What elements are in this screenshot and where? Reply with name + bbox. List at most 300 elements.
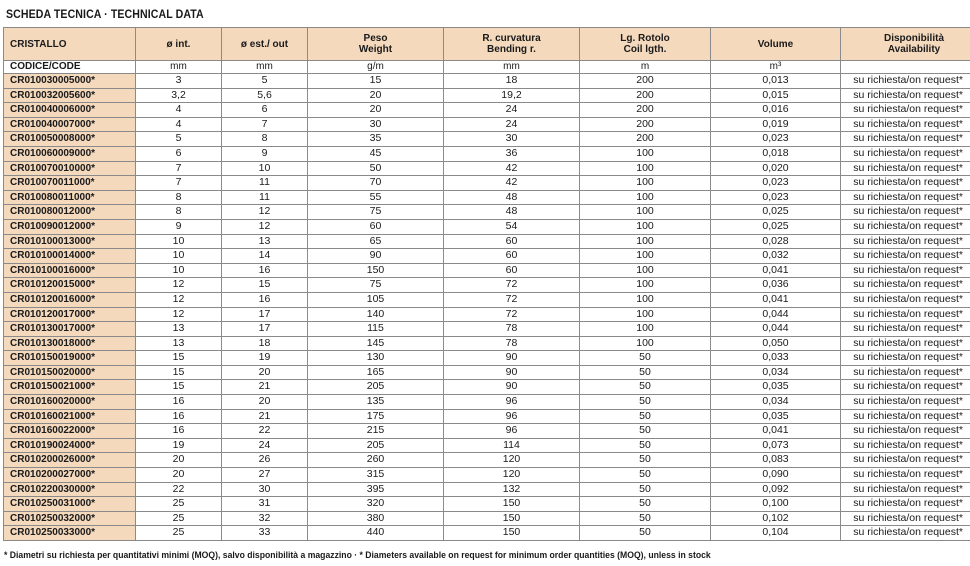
cell-bending-radius: 60: [444, 263, 580, 278]
cell-weight: 35: [308, 132, 444, 147]
table-row: [4, 292, 970, 307]
cell-weight: 60: [308, 219, 444, 234]
cell-outer-diameter: 12: [222, 205, 308, 220]
cell-availability: su richiesta/on request*: [841, 468, 970, 483]
cell-bending-radius: 114: [444, 438, 580, 453]
cell-availability: su richiesta/on request*: [841, 205, 970, 220]
unit-volume: m³: [711, 61, 841, 74]
table-row: [4, 409, 970, 424]
cell-availability: su richiesta/on request*: [841, 365, 970, 380]
cell-outer-diameter: 27: [222, 468, 308, 483]
cell-availability: su richiesta/on request*: [841, 511, 970, 526]
cell-coil-length: 50: [580, 438, 711, 453]
cell-code: CR010150020000*: [4, 365, 136, 380]
cell-coil-length: 100: [580, 176, 711, 191]
cell-availability: su richiesta/on request*: [841, 132, 970, 147]
cell-availability: su richiesta/on request*: [841, 482, 970, 497]
footnote: * Diametri su richiesta per quantitativi minimi (MOQ), salvo disponibilità a magazzino · * Diameters available on request for minimum order quantities (MOQ), unless in stock: [4, 550, 711, 561]
cell-code: CR010120017000*: [4, 307, 136, 322]
cell-coil-length: 100: [580, 322, 711, 337]
cell-inner-diameter: 12: [136, 307, 222, 322]
cell-coil-length: 100: [580, 219, 711, 234]
cell-code: CR010130017000*: [4, 322, 136, 337]
cell-code: CR010040007000*: [4, 117, 136, 132]
table-row: [4, 146, 970, 161]
unit-bending: mm: [444, 61, 580, 74]
header-inner-diameter: ø int.: [136, 28, 222, 61]
cell-inner-diameter: 3: [136, 74, 222, 89]
table-row: [4, 234, 970, 249]
table-row: [4, 453, 970, 468]
cell-outer-diameter: 5: [222, 74, 308, 89]
cell-code: CR010100016000*: [4, 263, 136, 278]
cell-weight: 260: [308, 453, 444, 468]
cell-volume: 0,041: [711, 424, 841, 439]
cell-inner-diameter: 8: [136, 190, 222, 205]
cell-volume: 0,044: [711, 307, 841, 322]
cell-inner-diameter: 20: [136, 468, 222, 483]
cell-weight: 145: [308, 336, 444, 351]
cell-volume: 0,083: [711, 453, 841, 468]
cell-inner-diameter: 9: [136, 219, 222, 234]
cell-volume: 0,033: [711, 351, 841, 366]
cell-outer-diameter: 30: [222, 482, 308, 497]
cell-weight: 30: [308, 117, 444, 132]
cell-outer-diameter: 13: [222, 234, 308, 249]
cell-weight: 75: [308, 205, 444, 220]
cell-inner-diameter: 6: [136, 146, 222, 161]
cell-bending-radius: 132: [444, 482, 580, 497]
table-row: [4, 88, 970, 103]
cell-bending-radius: 30: [444, 132, 580, 147]
cell-inner-diameter: 4: [136, 103, 222, 118]
cell-weight: 75: [308, 278, 444, 293]
cell-weight: 175: [308, 409, 444, 424]
cell-code: CR010250032000*: [4, 511, 136, 526]
table-row: [4, 190, 970, 205]
table-row: [4, 74, 970, 89]
cell-volume: 0,100: [711, 497, 841, 512]
cell-outer-diameter: 7: [222, 117, 308, 132]
cell-outer-diameter: 20: [222, 395, 308, 410]
cell-bending-radius: 36: [444, 146, 580, 161]
table-row: [4, 482, 970, 497]
table-row: [4, 322, 970, 337]
cell-weight: 150: [308, 263, 444, 278]
cell-availability: su richiesta/on request*: [841, 249, 970, 264]
cell-coil-length: 200: [580, 88, 711, 103]
cell-weight: 315: [308, 468, 444, 483]
cell-availability: su richiesta/on request*: [841, 497, 970, 512]
cell-code: CR010250033000*: [4, 526, 136, 541]
cell-coil-length: 50: [580, 380, 711, 395]
cell-coil-length: 200: [580, 74, 711, 89]
table-row: [4, 336, 970, 351]
cell-volume: 0,073: [711, 438, 841, 453]
cell-coil-length: 100: [580, 205, 711, 220]
cell-weight: 380: [308, 511, 444, 526]
cell-inner-diameter: 5: [136, 132, 222, 147]
cell-weight: 205: [308, 380, 444, 395]
cell-outer-diameter: 17: [222, 307, 308, 322]
cell-weight: 395: [308, 482, 444, 497]
cell-outer-diameter: 14: [222, 249, 308, 264]
cell-outer-diameter: 33: [222, 526, 308, 541]
table-row: [4, 132, 970, 147]
cell-bending-radius: 42: [444, 161, 580, 176]
cell-code: CR010070010000*: [4, 161, 136, 176]
cell-bending-radius: 60: [444, 234, 580, 249]
cell-bending-radius: 96: [444, 409, 580, 424]
cell-inner-diameter: 16: [136, 409, 222, 424]
unit-code: CODICE/CODE: [4, 61, 136, 74]
cell-outer-diameter: 31: [222, 497, 308, 512]
cell-bending-radius: 78: [444, 322, 580, 337]
cell-volume: 0,032: [711, 249, 841, 264]
cell-inner-diameter: 7: [136, 176, 222, 191]
table-row: [4, 161, 970, 176]
cell-coil-length: 50: [580, 365, 711, 380]
cell-coil-length: 100: [580, 292, 711, 307]
cell-coil-length: 100: [580, 263, 711, 278]
cell-weight: 165: [308, 365, 444, 380]
table-row: [4, 424, 970, 439]
cell-code: CR010160021000*: [4, 409, 136, 424]
cell-outer-diameter: 32: [222, 511, 308, 526]
cell-bending-radius: 72: [444, 292, 580, 307]
cell-volume: 0,092: [711, 482, 841, 497]
cell-coil-length: 100: [580, 234, 711, 249]
cell-availability: su richiesta/on request*: [841, 161, 970, 176]
cell-availability: su richiesta/on request*: [841, 117, 970, 132]
cell-volume: 0,044: [711, 322, 841, 337]
cell-inner-diameter: 8: [136, 205, 222, 220]
unit-weight: g/m: [308, 61, 444, 74]
unit-inner: mm: [136, 61, 222, 74]
cell-weight: 55: [308, 190, 444, 205]
cell-coil-length: 100: [580, 307, 711, 322]
cell-weight: 20: [308, 103, 444, 118]
technical-data-table: [3, 27, 970, 541]
cell-weight: 20: [308, 88, 444, 103]
cell-volume: 0,019: [711, 117, 841, 132]
cell-outer-diameter: 22: [222, 424, 308, 439]
cell-code: CR010070011000*: [4, 176, 136, 191]
cell-volume: 0,028: [711, 234, 841, 249]
cell-availability: su richiesta/on request*: [841, 307, 970, 322]
cell-coil-length: 200: [580, 103, 711, 118]
cell-availability: su richiesta/on request*: [841, 103, 970, 118]
cell-inner-diameter: 15: [136, 351, 222, 366]
cell-inner-diameter: 20: [136, 453, 222, 468]
cell-availability: su richiesta/on request*: [841, 336, 970, 351]
cell-availability: su richiesta/on request*: [841, 234, 970, 249]
cell-coil-length: 50: [580, 482, 711, 497]
cell-weight: 70: [308, 176, 444, 191]
cell-volume: 0,013: [711, 74, 841, 89]
cell-availability: su richiesta/on request*: [841, 146, 970, 161]
cell-bending-radius: 150: [444, 511, 580, 526]
cell-inner-diameter: 13: [136, 336, 222, 351]
cell-inner-diameter: 4: [136, 117, 222, 132]
cell-weight: 140: [308, 307, 444, 322]
cell-coil-length: 100: [580, 161, 711, 176]
cell-outer-diameter: 10: [222, 161, 308, 176]
cell-coil-length: 100: [580, 190, 711, 205]
cell-coil-length: 200: [580, 117, 711, 132]
cell-weight: 90: [308, 249, 444, 264]
header-bending-radius: R. curvatura Bending r.: [444, 28, 580, 61]
table-row: [4, 526, 970, 541]
table-row: [4, 438, 970, 453]
table-row: [4, 263, 970, 278]
table-row: [4, 103, 970, 118]
cell-availability: su richiesta/on request*: [841, 176, 970, 191]
cell-coil-length: 50: [580, 453, 711, 468]
cell-code: CR010130018000*: [4, 336, 136, 351]
cell-volume: 0,016: [711, 103, 841, 118]
table-row: [4, 176, 970, 191]
cell-weight: 440: [308, 526, 444, 541]
cell-weight: 45: [308, 146, 444, 161]
table-row: [4, 351, 970, 366]
cell-code: CR010100014000*: [4, 249, 136, 264]
cell-bending-radius: 24: [444, 103, 580, 118]
cell-bending-radius: 96: [444, 424, 580, 439]
cell-availability: su richiesta/on request*: [841, 526, 970, 541]
cell-inner-diameter: 7: [136, 161, 222, 176]
header-volume: Volume: [711, 28, 841, 61]
cell-code: CR010150019000*: [4, 351, 136, 366]
cell-inner-diameter: 22: [136, 482, 222, 497]
cell-availability: su richiesta/on request*: [841, 263, 970, 278]
table-body: [4, 74, 970, 541]
table-row: [4, 307, 970, 322]
cell-inner-diameter: 10: [136, 249, 222, 264]
header-row: [4, 28, 970, 61]
cell-bending-radius: 18: [444, 74, 580, 89]
cell-inner-diameter: 12: [136, 292, 222, 307]
header-outer-diameter: ø est./ out: [222, 28, 308, 61]
cell-coil-length: 100: [580, 278, 711, 293]
table-row: [4, 249, 970, 264]
cell-coil-length: 100: [580, 249, 711, 264]
cell-volume: 0,025: [711, 219, 841, 234]
cell-coil-length: 50: [580, 351, 711, 366]
unit-coil: m: [580, 61, 711, 74]
cell-coil-length: 50: [580, 526, 711, 541]
cell-inner-diameter: 25: [136, 511, 222, 526]
cell-volume: 0,041: [711, 292, 841, 307]
cell-inner-diameter: 16: [136, 424, 222, 439]
cell-inner-diameter: 15: [136, 380, 222, 395]
cell-coil-length: 50: [580, 424, 711, 439]
cell-bending-radius: 78: [444, 336, 580, 351]
cell-code: CR010030005000*: [4, 74, 136, 89]
table-row: [4, 365, 970, 380]
unit-outer: mm: [222, 61, 308, 74]
cell-volume: 0,015: [711, 88, 841, 103]
cell-volume: 0,050: [711, 336, 841, 351]
cell-availability: su richiesta/on request*: [841, 409, 970, 424]
table-row: [4, 497, 970, 512]
cell-coil-length: 200: [580, 132, 711, 147]
cell-volume: 0,023: [711, 132, 841, 147]
cell-outer-diameter: 5,6: [222, 88, 308, 103]
cell-outer-diameter: 18: [222, 336, 308, 351]
cell-inner-diameter: 12: [136, 278, 222, 293]
cell-availability: su richiesta/on request*: [841, 453, 970, 468]
cell-bending-radius: 120: [444, 468, 580, 483]
cell-code: CR010250031000*: [4, 497, 136, 512]
cell-bending-radius: 120: [444, 453, 580, 468]
cell-inner-diameter: 3,2: [136, 88, 222, 103]
cell-weight: 135: [308, 395, 444, 410]
cell-weight: 215: [308, 424, 444, 439]
cell-outer-diameter: 21: [222, 409, 308, 424]
cell-weight: 105: [308, 292, 444, 307]
table-row: [4, 117, 970, 132]
table-row: [4, 468, 970, 483]
cell-inner-diameter: 19: [136, 438, 222, 453]
cell-code: CR010040006000*: [4, 103, 136, 118]
cell-code: CR010060009000*: [4, 146, 136, 161]
cell-bending-radius: 42: [444, 176, 580, 191]
cell-bending-radius: 19,2: [444, 88, 580, 103]
cell-weight: 65: [308, 234, 444, 249]
cell-code: CR010160020000*: [4, 395, 136, 410]
cell-coil-length: 50: [580, 409, 711, 424]
cell-availability: su richiesta/on request*: [841, 278, 970, 293]
cell-volume: 0,023: [711, 176, 841, 191]
cell-code: CR010200026000*: [4, 453, 136, 468]
cell-availability: su richiesta/on request*: [841, 322, 970, 337]
table-row: [4, 511, 970, 526]
cell-outer-diameter: 9: [222, 146, 308, 161]
cell-inner-diameter: 13: [136, 322, 222, 337]
cell-availability: su richiesta/on request*: [841, 219, 970, 234]
cell-outer-diameter: 19: [222, 351, 308, 366]
cell-bending-radius: 72: [444, 278, 580, 293]
cell-inner-diameter: 25: [136, 497, 222, 512]
cell-availability: su richiesta/on request*: [841, 74, 970, 89]
unit-availability: [841, 61, 970, 74]
cell-availability: su richiesta/on request*: [841, 88, 970, 103]
cell-weight: 205: [308, 438, 444, 453]
cell-weight: 15: [308, 74, 444, 89]
cell-volume: 0,102: [711, 511, 841, 526]
cell-inner-diameter: 15: [136, 365, 222, 380]
cell-outer-diameter: 24: [222, 438, 308, 453]
cell-bending-radius: 60: [444, 249, 580, 264]
cell-code: CR010150021000*: [4, 380, 136, 395]
cell-outer-diameter: 11: [222, 176, 308, 191]
cell-inner-diameter: 25: [136, 526, 222, 541]
cell-inner-diameter: 10: [136, 263, 222, 278]
cell-coil-length: 50: [580, 468, 711, 483]
header-coil-length: Lg. Rotolo Coil lgth.: [580, 28, 711, 61]
cell-coil-length: 50: [580, 497, 711, 512]
cell-weight: 50: [308, 161, 444, 176]
cell-code: CR010220030000*: [4, 482, 136, 497]
cell-inner-diameter: 16: [136, 395, 222, 410]
cell-availability: su richiesta/on request*: [841, 351, 970, 366]
cell-volume: 0,035: [711, 380, 841, 395]
cell-bending-radius: 96: [444, 395, 580, 410]
cell-outer-diameter: 15: [222, 278, 308, 293]
cell-inner-diameter: 10: [136, 234, 222, 249]
cell-availability: su richiesta/on request*: [841, 395, 970, 410]
cell-weight: 130: [308, 351, 444, 366]
cell-coil-length: 50: [580, 511, 711, 526]
cell-volume: 0,041: [711, 263, 841, 278]
page-title: SCHEDA TECNICA · TECHNICAL DATA: [6, 9, 204, 21]
cell-bending-radius: 150: [444, 497, 580, 512]
cell-volume: 0,035: [711, 409, 841, 424]
cell-volume: 0,090: [711, 468, 841, 483]
table-row: [4, 380, 970, 395]
cell-bending-radius: 48: [444, 205, 580, 220]
cell-code: CR010080012000*: [4, 205, 136, 220]
cell-outer-diameter: 16: [222, 292, 308, 307]
table-row: [4, 205, 970, 220]
units-row: [4, 61, 970, 74]
cell-code: CR010160022000*: [4, 424, 136, 439]
cell-availability: su richiesta/on request*: [841, 424, 970, 439]
cell-outer-diameter: 11: [222, 190, 308, 205]
cell-volume: 0,036: [711, 278, 841, 293]
cell-outer-diameter: 17: [222, 322, 308, 337]
cell-outer-diameter: 12: [222, 219, 308, 234]
cell-bending-radius: 150: [444, 526, 580, 541]
cell-code: CR010190024000*: [4, 438, 136, 453]
cell-weight: 115: [308, 322, 444, 337]
cell-volume: 0,025: [711, 205, 841, 220]
cell-code: CR010080011000*: [4, 190, 136, 205]
cell-coil-length: 100: [580, 336, 711, 351]
cell-outer-diameter: 8: [222, 132, 308, 147]
cell-bending-radius: 90: [444, 365, 580, 380]
header-availability: Disponibilità Availability: [841, 28, 970, 61]
table-row: [4, 395, 970, 410]
cell-outer-diameter: 20: [222, 365, 308, 380]
cell-availability: su richiesta/on request*: [841, 380, 970, 395]
cell-code: CR010090012000*: [4, 219, 136, 234]
cell-bending-radius: 48: [444, 190, 580, 205]
cell-outer-diameter: 6: [222, 103, 308, 118]
cell-availability: su richiesta/on request*: [841, 438, 970, 453]
header-weight: Peso Weight: [308, 28, 444, 61]
cell-coil-length: 50: [580, 395, 711, 410]
cell-availability: su richiesta/on request*: [841, 292, 970, 307]
cell-code: CR010120015000*: [4, 278, 136, 293]
cell-bending-radius: 90: [444, 380, 580, 395]
cell-outer-diameter: 16: [222, 263, 308, 278]
table-row: [4, 278, 970, 293]
cell-volume: 0,023: [711, 190, 841, 205]
cell-bending-radius: 54: [444, 219, 580, 234]
cell-code: CR010032005600*: [4, 88, 136, 103]
table-row: [4, 219, 970, 234]
cell-code: CR010200027000*: [4, 468, 136, 483]
cell-bending-radius: 24: [444, 117, 580, 132]
cell-code: CR010120016000*: [4, 292, 136, 307]
cell-coil-length: 100: [580, 146, 711, 161]
cell-code: CR010100013000*: [4, 234, 136, 249]
cell-bending-radius: 90: [444, 351, 580, 366]
cell-volume: 0,034: [711, 395, 841, 410]
cell-volume: 0,104: [711, 526, 841, 541]
